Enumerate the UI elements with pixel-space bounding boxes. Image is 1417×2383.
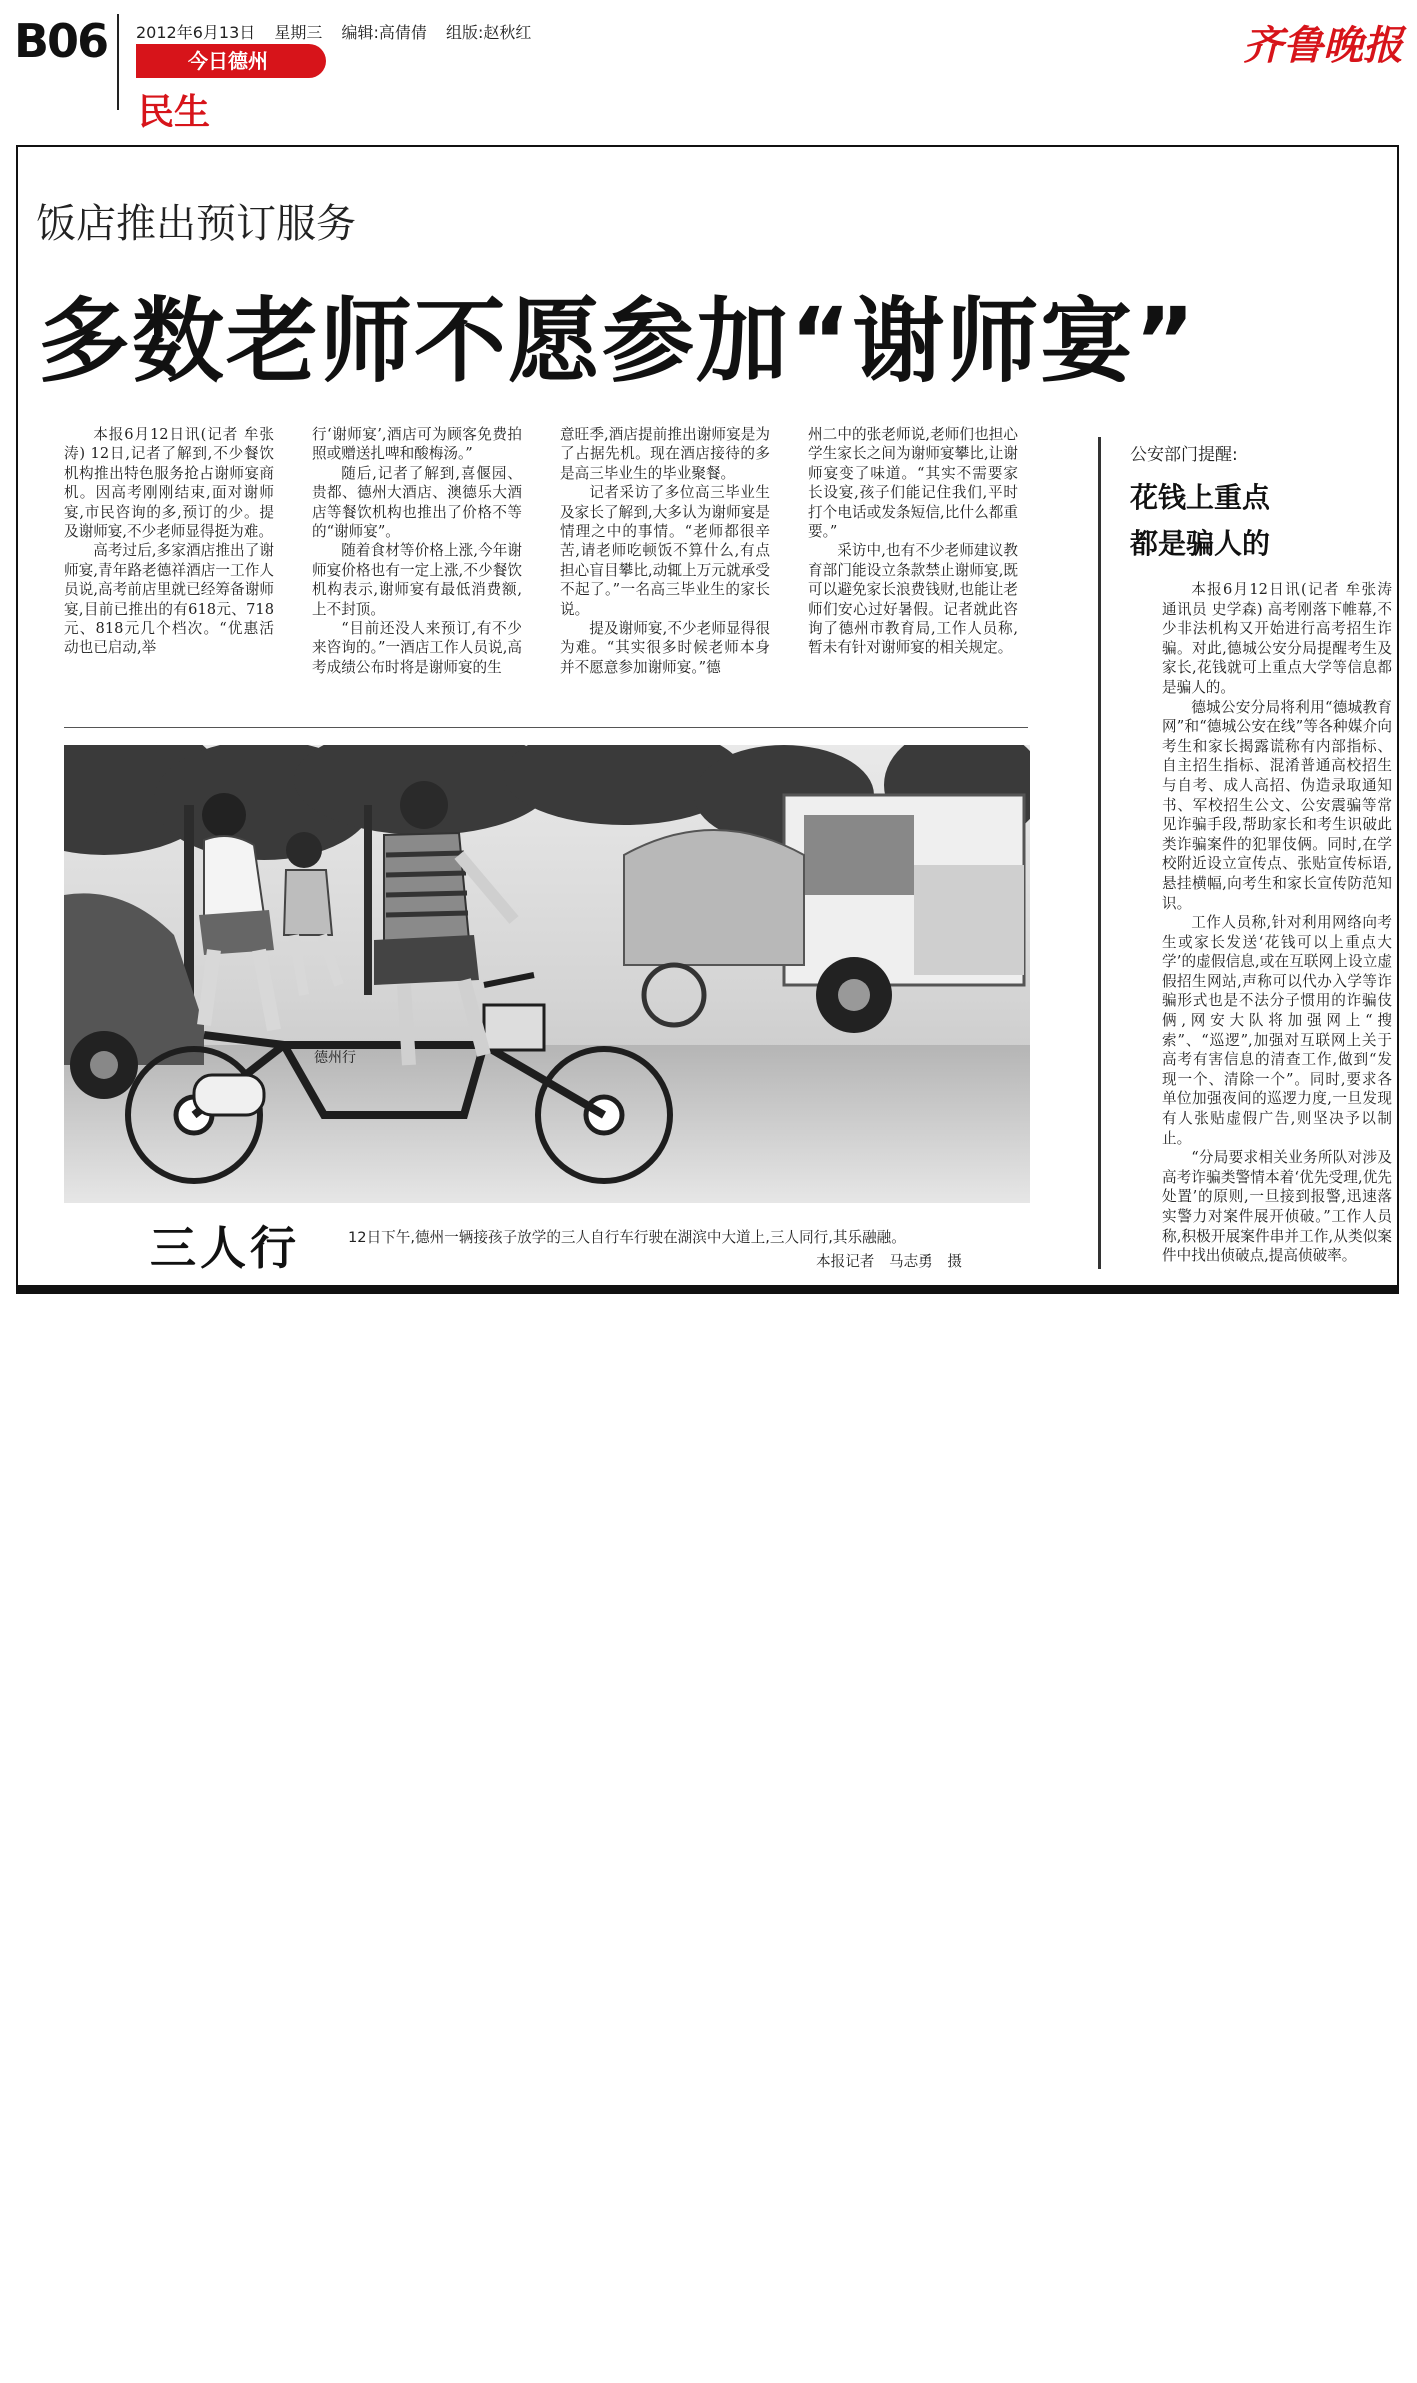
article-paragraph: “目前还没人来预订,有不少来咨询的。”一酒店工作人员说,高考成绩公布时将是谢师宴的生 xyxy=(312,620,522,676)
article-paragraph: 意旺季,酒店提前推出谢师宴是为了占据先机。现在酒店接待的多是高三毕业生的毕业聚餐。 xyxy=(560,426,770,482)
issue-weekday: 星期三 xyxy=(274,23,323,42)
article-paragraph: 随后,记者了解到,喜偃园、贵都、德州大酒店、澳德乐大酒店等餐饮机构也推出了价格不等的“谢师宴”。 xyxy=(312,464,522,541)
article-column-4 xyxy=(808,425,1018,658)
article-paragraph: 提及谢师宴,不少老师显得很为难。“其实很多时候老师本身并不愿意参加谢师宴。”德 xyxy=(560,620,770,676)
article-paragraph: 州二中的张老师说,老师们也担心学生家长之间为谢师宴攀比,让谢师宴变了味道。“其实不需要家长设宴,孩子们能记住我们,平时打个电话或发条短信,比什么都重要。” xyxy=(808,426,1018,541)
sidebar-paragraph: “分局要求相关业务所队对涉及高考诈骗类警情本着‘优先受理,优先处置’的原则,一旦接到报警,迅速落实警力对案件展开侦破。”工作人员称,积极开展案件串并工作,从类似案件中找出侦破点,提高侦破率。 xyxy=(1162,1149,1392,1265)
sidebar-paragraph: 本报6月12日讯(记者 牟张涛 通讯员 史学森) 高考刚落下帷幕,不少非法机构又开始进行高考招生诈骗。对此,德城公安分局提醒考生及家长,花钱就可上重点大学等信息都是骗人的。 xyxy=(1162,581,1392,696)
article-column-1 xyxy=(64,425,274,658)
article-column-3 xyxy=(560,425,770,677)
sidebar-title-line-2: 都是骗人的 xyxy=(1130,527,1271,560)
sidebar-paragraph: 德城公安分局将利用“德城教育网”和“德城公安在线”等各种媒介向考生和家长揭露谎称有内部指标、自主招生指标、混淆普通高校招生与自考、成人高招、伪造录取通知书、军校招生公文、公安震骗等常见诈骗手段,帮助家长和考生识破此类诈骗案件的犯罪伎俩。同时,在学校附近设立宣传点、张贴宣传标语,悬挂横幅,向考生和家长宣传防范知识。 xyxy=(1162,698,1392,912)
header-divider xyxy=(117,14,119,110)
sidebar-body xyxy=(1162,580,1392,1266)
article-paragraph: 高考过后,多家酒店推出了谢师宴,青年路老德祥酒店一工作人员说,高考前店里就已经筹备谢师宴,目前已推出的有618元、718元、818元几个档次。“优惠活动也已启动,举 xyxy=(64,542,274,657)
photo-label: 三人行 xyxy=(150,1221,300,1275)
photo-credit: 本报记者 马志勇 摄 xyxy=(816,1253,962,1270)
sidebar-kicker: 公安部门提醒: xyxy=(1130,445,1238,465)
article-paragraph: 采访中,也有不少老师建议教育部门能设立条款禁止谢师宴,既可以避免家长浪费钱财,也能让老师们安心过好暑假。记者就此咨询了德州市教育局,工作人员称,暂未有针对谢师宴的相关规定。 xyxy=(808,542,1018,657)
issue-date: 2012年6月13日 xyxy=(136,23,256,42)
article-paragraph: 行‘谢师宴’,酒店可为顾客免费拍照或赠送扎啤和酸梅汤。” xyxy=(312,426,522,463)
article-headline: 多数老师不愿参加“谢师宴” xyxy=(38,288,1197,395)
column-rule xyxy=(64,727,1028,728)
sidebar-paragraph: 工作人员称,针对利用网络向考生或家长发送‘花钱可以上重点大学’的虚假信息,或在互联网上设立虚假招生网站,声称可以代办入学等诈骗形式也是不法分子惯用的诈骗伎俩,网安大队将加强网上“搜索”、“巡逻”,加强对互联网上关于高考有害信息的清查工作,做到“发现一个、清除一个”。同时,要求各单位加强夜间的巡逻力度,一旦发现有人张贴虚假广告,则坚决予以制止。 xyxy=(1162,914,1392,1147)
article-paragraph: 随着食材等价格上涨,今年谢师宴价格也有一定上涨,不少餐饮机构表示,谢师宴有最低消费额,上不封顶。 xyxy=(312,542,522,618)
issue-layout: 组版:赵秋红 xyxy=(445,23,532,42)
page-number: B06 xyxy=(14,14,108,68)
frame-bottom-rule xyxy=(16,1285,1399,1294)
bike-brand-label: 德州行 xyxy=(314,1050,356,1066)
article-paragraph: 记者采访了多位高三毕业生及家长了解到,大多认为谢师宴是情理之中的事情。“老师都很辛苦,请老师吃顿饭不算什么,有点担心盲目攀比,动辄上万元就承受不起了。”一名高三毕业生的家长说。 xyxy=(560,484,770,618)
sidebar-title-line-1: 花钱上重点 xyxy=(1130,481,1271,514)
issue-info xyxy=(136,20,545,43)
article-kicker: 饭店推出预订服务 xyxy=(36,201,356,247)
masthead-logo: 齐鲁晚报 xyxy=(1243,22,1403,69)
article-column-2 xyxy=(312,425,522,677)
photo-caption: 12日下午,德州一辆接孩子放学的三人自行车行驶在湖滨中大道上,三人同行,其乐融融。 xyxy=(348,1229,906,1246)
issue-editor: 编辑:高倩倩 xyxy=(341,23,427,42)
section-title: 民生 xyxy=(138,92,211,133)
sidebar-border xyxy=(1098,437,1101,1269)
news-photo xyxy=(64,745,1030,1203)
region-tag: 今日德州 xyxy=(136,44,326,78)
article-paragraph: 本报6月12日讯(记者 牟张涛) 12日,记者了解到,不少餐饮机构推出特色服务抢占谢师宴商机。因高考刚刚结束,面对谢师宴,市民咨询的多,预订的少。提及谢师宴,不少老师显得挺为难。 xyxy=(64,426,274,541)
